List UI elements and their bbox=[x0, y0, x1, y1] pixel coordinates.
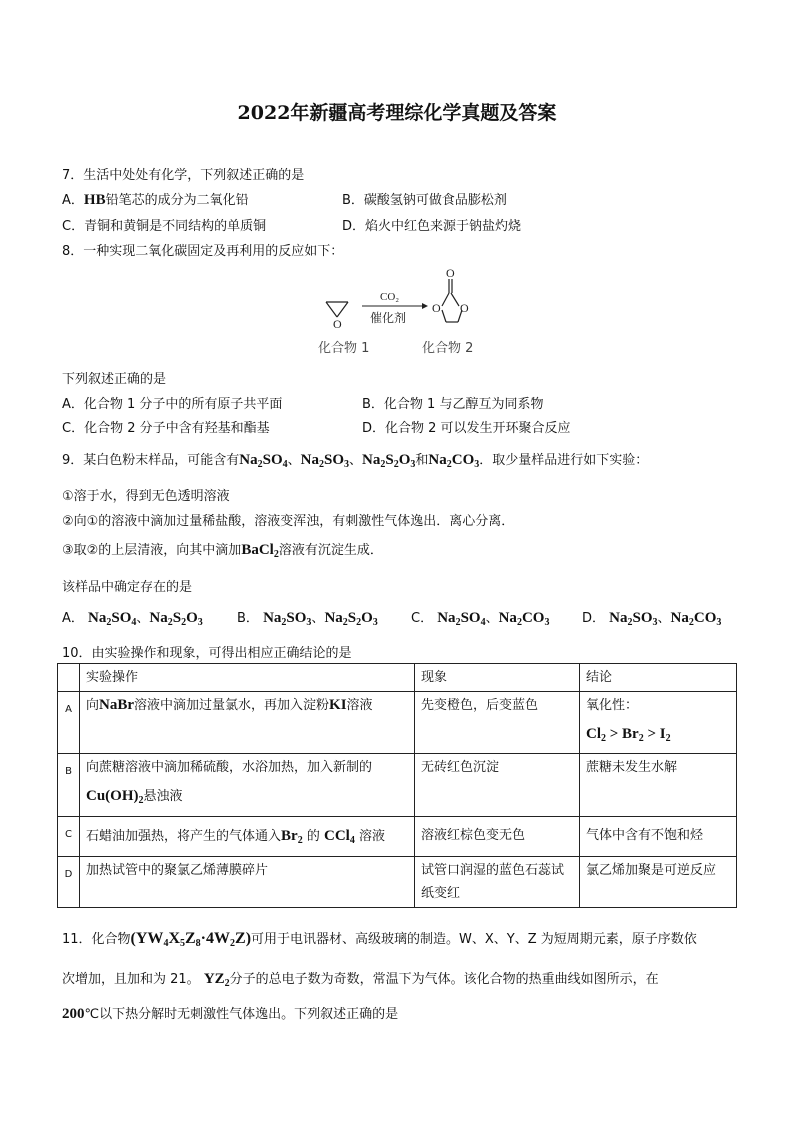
conclusion-cell: 气体中含有不饱和烃 bbox=[580, 817, 737, 857]
conclusion-cell: 氧化性： $Cl_2 > Br_2 > I_2$ bbox=[580, 692, 737, 754]
header-phenomenon: 现象 bbox=[415, 664, 580, 692]
row-label: D bbox=[58, 857, 80, 908]
header-conclusion: 结论 bbox=[580, 664, 737, 692]
q9-step-1: ①溶于水，得到无色透明溶液 bbox=[62, 489, 230, 504]
q8-option-a: A．化合物 1 分子中的所有原子共平面 bbox=[62, 397, 283, 412]
table-row bbox=[58, 817, 737, 857]
q7-option-b: B．碳酸氢钠可做食品膨松剂 bbox=[342, 193, 507, 208]
page-title: 2022年新疆高考理综化学真题及答案 bbox=[237, 102, 557, 124]
q11-line-3: 200℃以下热分解时无刺激性气体逸出。下列叙述正确的是 bbox=[62, 1006, 399, 1022]
q9-step-3: ③取②的上层清液，向其中滴加BaCl$_2$溶液有沉淀生成． bbox=[62, 542, 383, 560]
table-header-row bbox=[58, 664, 737, 692]
conclusion-cell: 氯乙烯加聚是可逆反应 bbox=[580, 857, 737, 908]
svg-text:O: O bbox=[460, 301, 469, 315]
q9-option-c: C． $Na_2SO_4$、$Na_2CO_3$ bbox=[411, 610, 550, 628]
operation-cell: 向蔗糖溶液中滴加稀硫酸，水浴加热，加入新制的 $Cu(OH)_2$悬浊液 bbox=[80, 754, 415, 817]
svg-text:O: O bbox=[333, 317, 342, 331]
compound2-label: 化合物 2 bbox=[422, 341, 474, 356]
reagent-co2: CO₂ bbox=[380, 291, 400, 303]
q9-option-d: D． $Na_2SO_3$、$Na_2CO_3$ bbox=[582, 610, 722, 628]
q9-step-2: ②向①的溶液中滴加过量稀盐酸，溶液变浑浊，有刺激性气体逸出．离心分离． bbox=[62, 514, 515, 529]
q7-option-d: D．焰火中红色来源于钠盐灼烧 bbox=[342, 219, 522, 234]
table-row bbox=[58, 754, 737, 817]
q9-stem: 9．某白色粉末样品，可能含有$Na_2SO_4$、$Na_2SO_3$、$Na_2S_2O_3$和$Na_2CO_3$．取少量样品进行如下实验： bbox=[62, 452, 649, 470]
q10-stem: 10．由实验操作和现象，可得出相应正确结论的是 bbox=[62, 646, 352, 661]
svg-text:O: O bbox=[432, 301, 441, 315]
row-label: A bbox=[58, 692, 80, 754]
reaction-figure bbox=[318, 262, 508, 358]
phenomenon-cell: 溶液红棕色变无色 bbox=[415, 817, 580, 857]
q9-prompt: 该样品中确定存在的是 bbox=[62, 580, 193, 595]
q11-line-2: 次增加，且加和为 21。 $YZ_2$分子的总电子数为奇数，常温下为气体。该化合物的热重曲线如图所示，在 bbox=[62, 971, 659, 989]
q11-stem: 11．化合物$(YW_4X_5Z_8\cdot 4W_2Z)$可用于电讯器材、高级玻璃的制造。W、X、Y、Z 为短周期元素，原子序数依 bbox=[62, 930, 697, 949]
q8-option-c: C．化合物 2 分子中含有羟基和酯基 bbox=[62, 421, 270, 436]
phenomenon-cell: 无砖红色沉淀 bbox=[415, 754, 580, 817]
svg-text:O: O bbox=[446, 266, 455, 280]
header-operation: 实验操作 bbox=[80, 664, 415, 692]
phenomenon-cell: 试管口润湿的蓝色石蕊试纸变红 bbox=[415, 857, 580, 908]
phenomenon-cell: 先变橙色，后变蓝色 bbox=[415, 692, 580, 754]
operation-cell: 向NaBr溶液中滴加过量氯水，再加入淀粉KI溶液 bbox=[80, 692, 415, 754]
row-label: B bbox=[58, 754, 80, 817]
compound2-structure bbox=[442, 279, 462, 322]
q8-prompt: 下列叙述正确的是 bbox=[62, 372, 167, 387]
q7-stem: 7．生活中处处有化学，下列叙述正确的是 bbox=[62, 168, 305, 183]
reagent-catalyst: 催化剂 bbox=[370, 311, 407, 325]
compound1-label: 化合物 1 bbox=[318, 341, 370, 356]
q9-option-a: A． $Na_2SO_4$、$Na_2S_2O_3$ bbox=[62, 610, 203, 628]
q7-option-c: C．青铜和黄铜是不同结构的单质铜 bbox=[62, 219, 267, 234]
conclusion-cell: 蔗糖未发生水解 bbox=[580, 754, 737, 817]
q8-option-d: D．化合物 2 可以发生开环聚合反应 bbox=[362, 421, 571, 436]
operation-cell: 加热试管中的聚氯乙烯薄膜碎片 bbox=[80, 857, 415, 908]
table-row bbox=[58, 692, 737, 754]
row-label: C bbox=[58, 817, 80, 857]
compound1-structure bbox=[326, 302, 348, 317]
q10-table bbox=[57, 663, 737, 908]
q7-option-a: A．HB铅笔芯的成分为二氧化铅 bbox=[62, 192, 249, 208]
q8-stem: 8．一种实现二氧化碳固定及再利用的反应如下： bbox=[62, 244, 344, 259]
table-row bbox=[58, 857, 737, 908]
q9-option-b: B． $Na_2SO_3$、$Na_2S_2O_3$ bbox=[237, 610, 378, 628]
operation-cell: 石蜡油加强热，将产生的气体通入$Br_2$ 的 CCl$_4$ 溶液 bbox=[80, 817, 415, 857]
q8-option-b: B．化合物 1 与乙醇互为同系物 bbox=[362, 397, 544, 412]
